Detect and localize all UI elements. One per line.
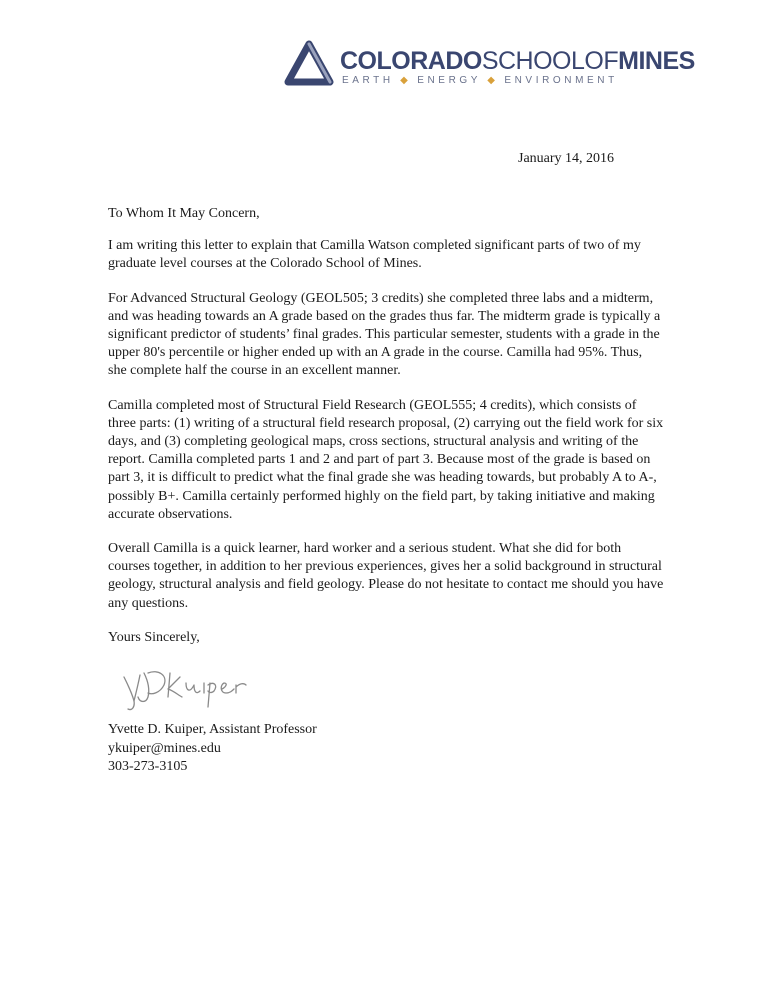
paragraph-geol505: For Advanced Structural Geology (GEOL505; 3 credits) she completed three labs and a midterm, and was heading towards an A grade based on the grades thus far. The midterm grade is typically a significant predictor of students’ final grades. This particular semester, students with a grade in the upper 80's percentile or higher ended up with an A grade in the course. Camilla had 95%. Thus, she complete half the course in an excellent manner.	[108, 290, 661, 379]
signer-phone: 303-273-3105	[108, 759, 188, 775]
signer-block	[108, 721, 664, 777]
tagline-word-2: ENERGY	[417, 75, 481, 86]
school-name	[340, 48, 695, 74]
salutation: To Whom It May Concern,	[108, 206, 260, 221]
paragraph-summary: Overall Camilla is a quick learner, hard worker and a serious student. What she did for both courses together, in addition to her previous experiences, gives her a solid background in structural geology, structural analysis and field geology. Please do not hesitate to contact me should you have any questions.	[108, 541, 664, 611]
school-name-part-2: SCHOOLOF	[481, 47, 619, 75]
signer-email: ykuiper@mines.edu	[108, 740, 221, 756]
tagline-separator-icon: ◆	[400, 75, 411, 86]
mines-triangle-logo-icon	[284, 40, 334, 90]
paragraph-intro: I am writing this letter to explain that Camilla Watson completed significant parts of two of my graduate level courses at the Colorado School of Mines.	[108, 238, 641, 272]
letter-date: January 14, 2016	[518, 151, 615, 166]
school-name-part-1: COLORADO	[340, 47, 482, 75]
tagline-word-1: EARTH	[342, 75, 394, 86]
tagline-word-3: ENVIRONMENT	[504, 75, 618, 86]
paragraph-geol555: Camilla completed most of Structural Field Research (GEOL555; 4 credits), which consists of three parts: (1) writing of a structural field research proposal, (2) carrying out the field work for six days, and (3) completing geological maps, cross sections, structural analysis and writing of the report. Camilla completed parts 1 and 2 and part of part 3. Because most of the grade is based on part 3, it is difficult to predict what the final grade she was heading towards, but probably A to A-, possibly B+. Camilla certainly performed highly on the field part, by taking initiative and making accurate observations.	[108, 397, 664, 522]
school-name-part-3: MINES	[618, 47, 695, 75]
handwritten-signature	[118, 663, 258, 713]
closing: Yours Sincerely,	[108, 629, 200, 645]
letter-body	[108, 205, 664, 777]
letterhead	[284, 40, 695, 90]
tagline-separator-icon: ◆	[487, 75, 498, 86]
school-tagline	[342, 75, 618, 86]
signer-name-title: Yvette D. Kuiper, Assistant Professor	[108, 722, 317, 738]
